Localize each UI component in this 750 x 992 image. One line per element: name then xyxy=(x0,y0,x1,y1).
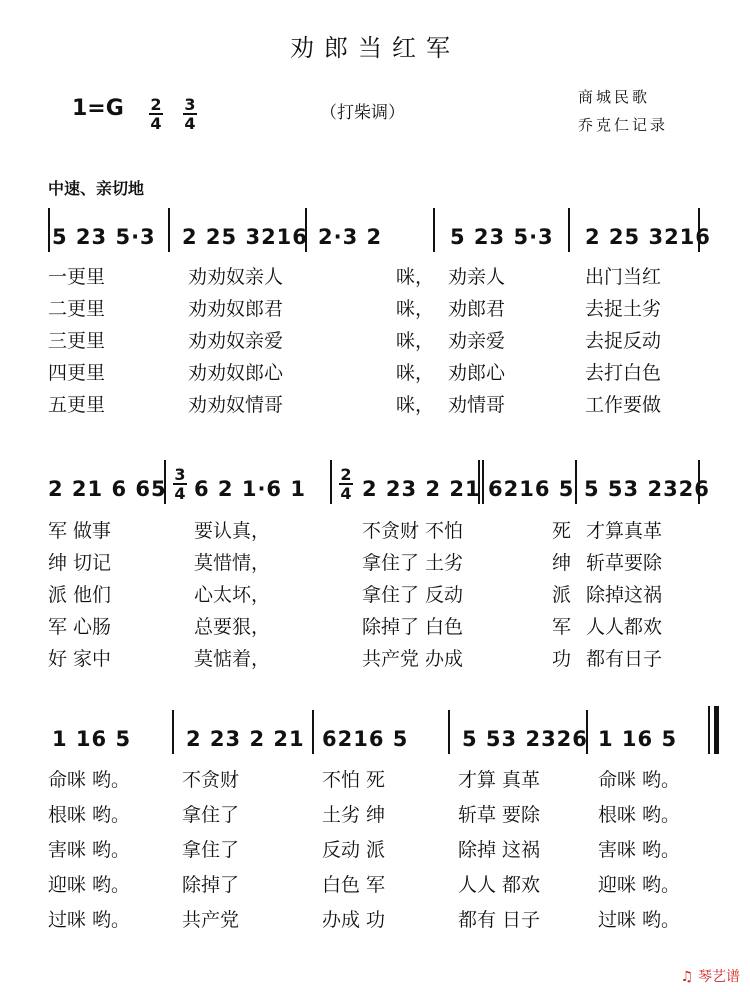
barline xyxy=(568,208,570,252)
measure-notes: 5 53 2326 xyxy=(462,727,588,751)
lyric: 不怕 死 xyxy=(322,769,386,791)
final-barline-thin xyxy=(708,706,710,754)
lyric: 军 xyxy=(552,616,572,638)
barline xyxy=(172,710,174,754)
lyric: 去捉反动 xyxy=(585,330,662,352)
lyric: 才算真革 xyxy=(586,520,663,542)
lyric: 劝亲人 xyxy=(448,266,506,288)
lyric: 除掉这祸 xyxy=(586,584,663,606)
lyric: 不贪财 xyxy=(182,769,240,791)
lyric: 共产党 xyxy=(182,909,240,931)
lyric: 派 xyxy=(552,584,572,606)
logo-icon: ♫ xyxy=(680,969,698,985)
measure-notes: 6216 5 xyxy=(322,727,409,751)
lyric: 劝劝奴亲爱 xyxy=(188,330,284,352)
key-signature: 1=G xyxy=(72,96,124,121)
lyric: 反动 派 xyxy=(322,839,386,861)
lyric: 好 家中 xyxy=(48,648,112,670)
lyric: 拿住了 xyxy=(182,839,240,861)
lyric: 军 做事 xyxy=(48,520,112,542)
lyric: 人人 都欢 xyxy=(458,874,541,896)
time-signature: 2 4 xyxy=(150,95,162,133)
barline xyxy=(330,460,332,504)
lyric: 总要狠， xyxy=(194,616,271,638)
barline xyxy=(575,460,577,504)
time-signature: 2 4 xyxy=(340,465,352,503)
lyric: 共产党 办成 xyxy=(362,648,464,670)
lyric: 去捉土劣 xyxy=(585,298,662,320)
lyric: 去打白色 xyxy=(585,362,662,384)
measure-notes: 1 16 5 xyxy=(52,727,132,751)
lyric: 功 xyxy=(552,648,572,670)
measure-notes: 2 21 6 65 xyxy=(48,477,167,501)
lyric: 心太坏， xyxy=(194,584,271,606)
lyric: 办成 功 xyxy=(322,909,386,931)
lyric: 人人都欢 xyxy=(586,616,663,638)
lyric: 拿住了 反动 xyxy=(362,584,464,606)
lyric: 二更里 xyxy=(48,298,106,320)
measure-notes: 2 23 2 21 xyxy=(186,727,305,751)
lyric: 咪， xyxy=(396,298,435,320)
measure-notes: 6216 5 xyxy=(488,477,575,501)
barline xyxy=(448,710,450,754)
final-barline-thick xyxy=(714,706,719,754)
lyric: 咪， xyxy=(396,362,435,384)
lyric: 拿住了 xyxy=(182,804,240,826)
lyric: 劝劝奴亲人 xyxy=(188,266,284,288)
lyric: 四更里 xyxy=(48,362,106,384)
lyric: 斩草要除 xyxy=(586,552,663,574)
lyric: 咪， xyxy=(396,394,435,416)
lyric: 劝劝奴郎君 xyxy=(188,298,284,320)
tune-name: （打柴调） xyxy=(320,103,405,123)
measure-notes: 2 25 3216 xyxy=(182,225,308,249)
lyric: 咪， xyxy=(396,266,435,288)
lyric: 都有日子 xyxy=(586,648,663,670)
lyric: 迎咪 哟。 xyxy=(48,874,131,896)
lyric: 拿住了 土劣 xyxy=(362,552,464,574)
lyric: 劝劝奴情哥 xyxy=(188,394,284,416)
lyric: 除掉 这祸 xyxy=(458,839,541,861)
lyric: 工作要做 xyxy=(585,394,662,416)
lyric: 根咪 哟。 xyxy=(48,804,131,826)
lyric: 莫惜情， xyxy=(194,552,271,574)
measure-notes: 2 25 3216 xyxy=(585,225,711,249)
lyric: 绅 切记 xyxy=(48,552,112,574)
lyric: 劝情哥 xyxy=(448,394,506,416)
lyric: 除掉了 xyxy=(182,874,240,896)
barline xyxy=(312,710,314,754)
measure-notes: 5 23 5·3 xyxy=(450,225,554,249)
lyric: 五更里 xyxy=(48,394,106,416)
lyric: 除掉了 白色 xyxy=(362,616,464,638)
lyric: 出门当红 xyxy=(585,266,662,288)
lyric: 死 xyxy=(552,520,572,542)
lyric: 害咪 哟。 xyxy=(598,839,681,861)
lyric: 军 心肠 xyxy=(48,616,112,638)
lyric: 劝郎心 xyxy=(448,362,506,384)
barline xyxy=(482,460,484,504)
lyric: 才算 真革 xyxy=(458,769,541,791)
time-signature: 3 4 xyxy=(174,465,186,503)
lyric: 莫惦着， xyxy=(194,648,271,670)
barline xyxy=(433,208,435,252)
lyric: 派 他们 xyxy=(48,584,112,606)
lyric: 咪， xyxy=(396,330,435,352)
lyric: 斩草 要除 xyxy=(458,804,541,826)
lyric: 白色 军 xyxy=(322,874,386,896)
lyric: 绅 xyxy=(552,552,572,574)
measure-notes: 5 53 2326 xyxy=(584,477,710,501)
measure-notes: 2·3 2 xyxy=(318,225,383,249)
barline xyxy=(168,208,170,252)
measure-notes: 5 23 5·3 xyxy=(52,225,156,249)
lyric: 命咪 哟。 xyxy=(48,769,131,791)
lyric: 根咪 哟。 xyxy=(598,804,681,826)
lyric: 三更里 xyxy=(48,330,106,352)
lyric: 命咪 哟。 xyxy=(598,769,681,791)
lyric: 过咪 哟。 xyxy=(48,909,131,931)
time-signature: 3 4 xyxy=(184,95,196,133)
watermark: ♫ 琴艺谱 xyxy=(680,969,740,985)
measure-notes: 1 16 5 xyxy=(598,727,678,751)
recorder-credit: 乔克仁记录 xyxy=(578,116,669,134)
song-origin: 商城民歌 xyxy=(578,88,651,106)
lyric: 不贪财 不怕 xyxy=(362,520,464,542)
lyric: 一更里 xyxy=(48,266,106,288)
lyric: 要认真， xyxy=(194,520,271,542)
measure-notes: 6 2 1·6 1 xyxy=(194,477,306,501)
barline xyxy=(48,208,50,252)
song-title: 劝郎当红军 xyxy=(290,34,460,62)
lyric: 土劣 绅 xyxy=(322,804,386,826)
lyric: 劝劝奴郎心 xyxy=(188,362,284,384)
lyric: 劝郎君 xyxy=(448,298,506,320)
lyric: 迎咪 哟。 xyxy=(598,874,681,896)
tempo-marking: 中速、亲切地 xyxy=(48,179,145,198)
lyric: 害咪 哟。 xyxy=(48,839,131,861)
lyric: 劝亲爱 xyxy=(448,330,506,352)
lyric: 过咪 哟。 xyxy=(598,909,681,931)
measure-notes: 2 23 2 21 xyxy=(362,477,481,501)
lyric: 都有 日子 xyxy=(458,909,541,931)
